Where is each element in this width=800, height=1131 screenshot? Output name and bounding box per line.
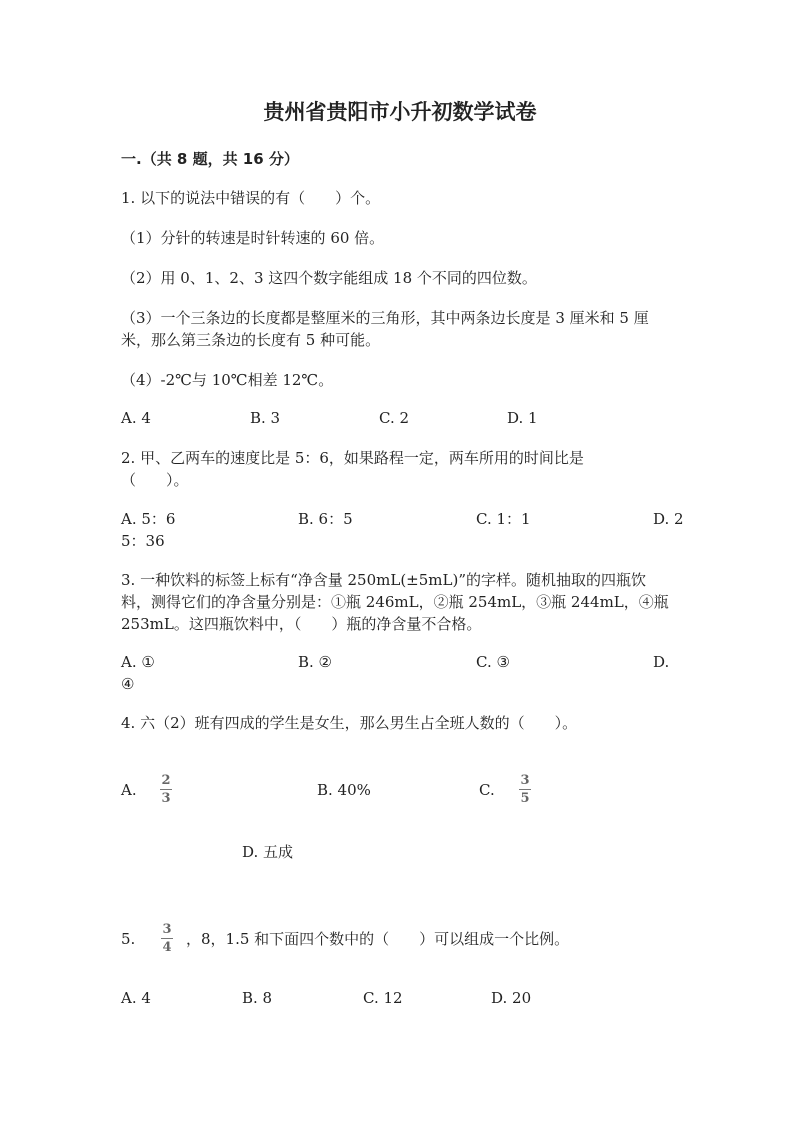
- q1-statement-3-line2: 米，那么第三条边的长度有 5 种可能。: [121, 331, 381, 349]
- q4-option-a-fraction: [159, 773, 173, 806]
- q1-statement-1: （1）分针的转速是时针转速的 60 倍。: [121, 229, 385, 247]
- q2-option-b: B. 6：5: [298, 510, 353, 528]
- q4-option-b: B. 40%: [317, 781, 371, 799]
- fraction-bar: [519, 789, 531, 790]
- q5-option-b: B. 8: [242, 989, 273, 1007]
- q1-option-d: D. 1: [507, 409, 538, 427]
- page-title: 贵州省贵阳市小升初数学试卷: [263, 100, 537, 124]
- q2-option-c: C. 1：1: [476, 510, 531, 528]
- fraction-numerator: 2: [161, 773, 171, 788]
- q5-option-d: D. 20: [491, 989, 532, 1007]
- q4-option-d: D. 五成: [242, 843, 294, 861]
- q4-option-c-fraction: [518, 773, 532, 806]
- q3-option-c: C. ③: [476, 653, 510, 671]
- q2-option-a: A. 5：6: [121, 510, 176, 528]
- q3-option-a: A. ①: [121, 653, 155, 671]
- q5-number: 5.: [121, 930, 136, 948]
- q5-stem: ，8，1.5 和下面四个数中的（ ）可以组成一个比例。: [186, 930, 570, 948]
- fraction-numerator: 3: [162, 922, 172, 937]
- q1-statement-2: （2）用 0、1、2、3 这四个数字能组成 18 个不同的四位数。: [121, 269, 537, 287]
- q4-option-a: A.: [121, 781, 137, 799]
- q2-stem-line2: （ ）。: [121, 471, 189, 489]
- fraction-denominator: 3: [161, 791, 171, 806]
- q4-option-c: C.: [479, 781, 495, 799]
- fraction-denominator: 4: [162, 940, 172, 955]
- q3-stem-line3: 253mL。这四瓶饮料中，（ ）瓶的净含量不合格。: [121, 615, 482, 633]
- q5-option-a: A. 4: [121, 989, 151, 1007]
- q2-option-d-wrap: 5：36: [121, 532, 165, 550]
- q1-option-c: C. 2: [379, 409, 410, 427]
- q1-statement-3-line1: （3）一个三条边的长度都是整厘米的三角形，其中两条边长度是 3 厘米和 5 厘: [121, 309, 649, 327]
- q5-option-c: C. 12: [363, 989, 403, 1007]
- section-header: 一.（共 8 题，共 16 分）: [121, 150, 299, 168]
- q2-stem-line1: 2. 甲、乙两车的速度比是 5：6，如果路程一定，两车所用的时间比是: [121, 449, 584, 467]
- q1-option-a: A. 4: [121, 409, 151, 427]
- q3-stem-line2: 料，测得它们的净含量分别是：①瓶 246mL，②瓶 254mL，③瓶 244mL，④瓶: [121, 593, 669, 611]
- q1-statement-4: （4）-2℃与 10℃相差 12℃。: [121, 371, 334, 389]
- q3-stem-line1: 3. 一种饮料的标签上标有“净含量 250mL(±5mL)”的字样。随机抽取的四瓶饮: [121, 571, 647, 589]
- q3-option-d: D.: [653, 653, 670, 671]
- q3-option-b: B. ②: [298, 653, 333, 671]
- q5-fraction: [160, 922, 174, 955]
- fraction-bar: [161, 938, 173, 939]
- q1-option-b: B. 3: [250, 409, 281, 427]
- fraction-bar: [160, 789, 172, 790]
- q1-stem: 1. 以下的说法中错误的有（ ）个。: [121, 189, 381, 207]
- q3-option-d-wrap: ④: [121, 675, 135, 693]
- fraction-denominator: 5: [520, 791, 530, 806]
- q4-stem: 4. 六（2）班有四成的学生是女生，那么男生占全班人数的（ ）。: [121, 714, 578, 732]
- fraction-numerator: 3: [520, 773, 530, 788]
- q2-option-d: D. 2: [653, 510, 684, 528]
